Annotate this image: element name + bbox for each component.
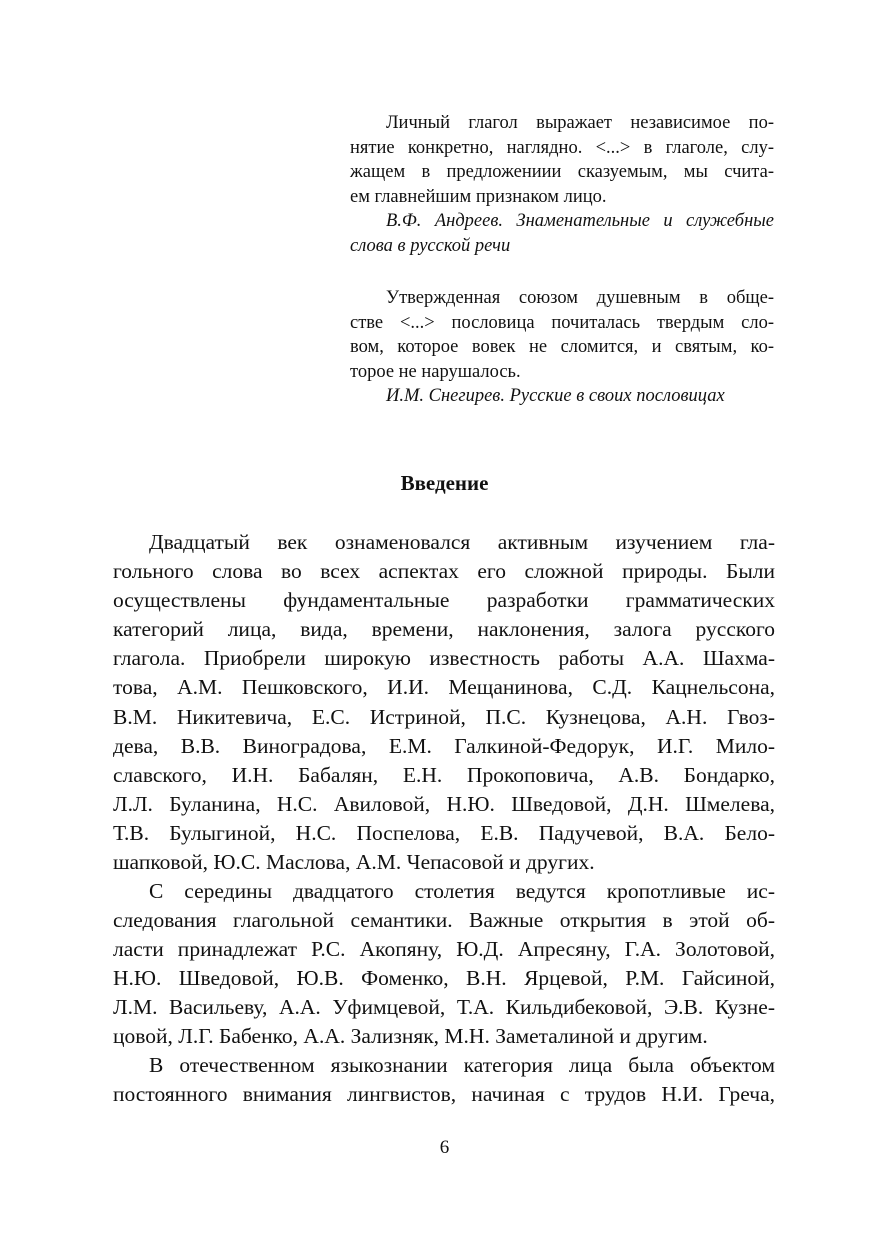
text-line: Т.В. Булыгиной, Н.С. Поспелова, Е.В. Падучевой, В.А. Бело-: [113, 820, 775, 845]
text-line: С середины двадцатого столетия ведутся кропотливые ис-: [149, 879, 775, 903]
text-line: ласти принадлежат Р.С. Акопяну, Ю.Д. Апресяну, Г.А. Золотовой,: [113, 937, 775, 962]
epigraph-1-attribution: В.Ф. Андреев. Знаменательные и служебные: [386, 211, 774, 231]
text-line: Двадцатый век ознаменовался активным изучением гла-: [149, 530, 775, 554]
text-line: глагола. Приобрели широкую известность работы А.А. Шахма-: [113, 646, 775, 671]
text-line: постоянного внимания лингвистов, начиная с трудов Н.И. Греча,: [113, 1082, 775, 1107]
epigraph-1-attribution: слова в русской речи: [350, 235, 511, 256]
epigraph-2-attribution: И.М. Снегирев. Русские в своих пословицах: [386, 386, 725, 406]
epigraph-1-line: Личный глагол выражает независимое по-: [386, 113, 774, 133]
epigraph-2: [350, 286, 774, 409]
paragraph-2: [113, 877, 775, 1052]
text-line: гольного слова во всех аспектах его сложной природы. Были: [113, 559, 775, 584]
page-number: 6: [439, 1137, 450, 1158]
paragraph-3: [113, 1051, 775, 1109]
text-line: славского, И.Н. Бабалян, Е.Н. Прокоповича, А.В. Бондарко,: [113, 762, 775, 787]
text-line: това, А.М. Пешковского, И.И. Мещанинова, С.Д. Кацнельсона,: [113, 675, 775, 700]
epigraph-1-line: ем главнейшим признаком лицо.: [350, 186, 607, 207]
text-line: шапковой, Ю.С. Маслова, А.М. Чепасовой и других.: [113, 850, 595, 875]
text-line: Л.Л. Буланина, Н.С. Авиловой, Н.Ю. Шведовой, Д.Н. Шмелева,: [113, 791, 775, 816]
paragraph-1: [113, 528, 775, 877]
text-line: категорий лица, вида, времени, наклонения, залога русского: [113, 617, 775, 642]
epigraph-2-line: торое не нарушалось.: [350, 361, 521, 382]
epigraph-1-line: жащем в предложениии сказуемым, мы счита-: [350, 162, 774, 182]
epigraph-2-line: Утвержденная союзом душевным в обще-: [386, 288, 774, 308]
epigraph-2-line: стве <...> пословица почиталась твердым сло-: [350, 312, 774, 333]
epigraph-2-line: вом, которое вовек не сломится, и святым, ко-: [350, 337, 774, 357]
epigraph-1: [350, 111, 774, 258]
text-line: Н.Ю. Шведовой, Ю.В. Фоменко, В.Н. Ярцевой, Р.М. Гайсиной,: [113, 966, 775, 991]
text-line: дева, В.В. Виноградова, Е.М. Галкиной-Федорук, И.Г. Мило-: [113, 733, 775, 758]
text-line: следования глагольной семантики. Важные открытия в этой об-: [113, 908, 775, 933]
epigraph-1-line: нятие конкретно, наглядно. <...> в глаголе, слу-: [350, 137, 774, 158]
text-line: В.М. Никитевича, Е.С. Истриной, П.С. Кузнецова, А.Н. Гвоз-: [113, 704, 775, 729]
section-heading: Введение: [400, 471, 489, 495]
text-line: В отечественном языкознании категория лица была объектом: [149, 1053, 775, 1077]
text-line: цовой, Л.Г. Бабенко, А.А. Зализняк, М.Н. Заметалиной и другим.: [113, 1024, 708, 1049]
text-line: Л.М. Васильеву, А.А. Уфимцевой, Т.А. Кильдибековой, Э.В. Кузне-: [113, 995, 775, 1020]
text-line: осуществлены фундаментальные разработки грамматических: [113, 588, 775, 613]
